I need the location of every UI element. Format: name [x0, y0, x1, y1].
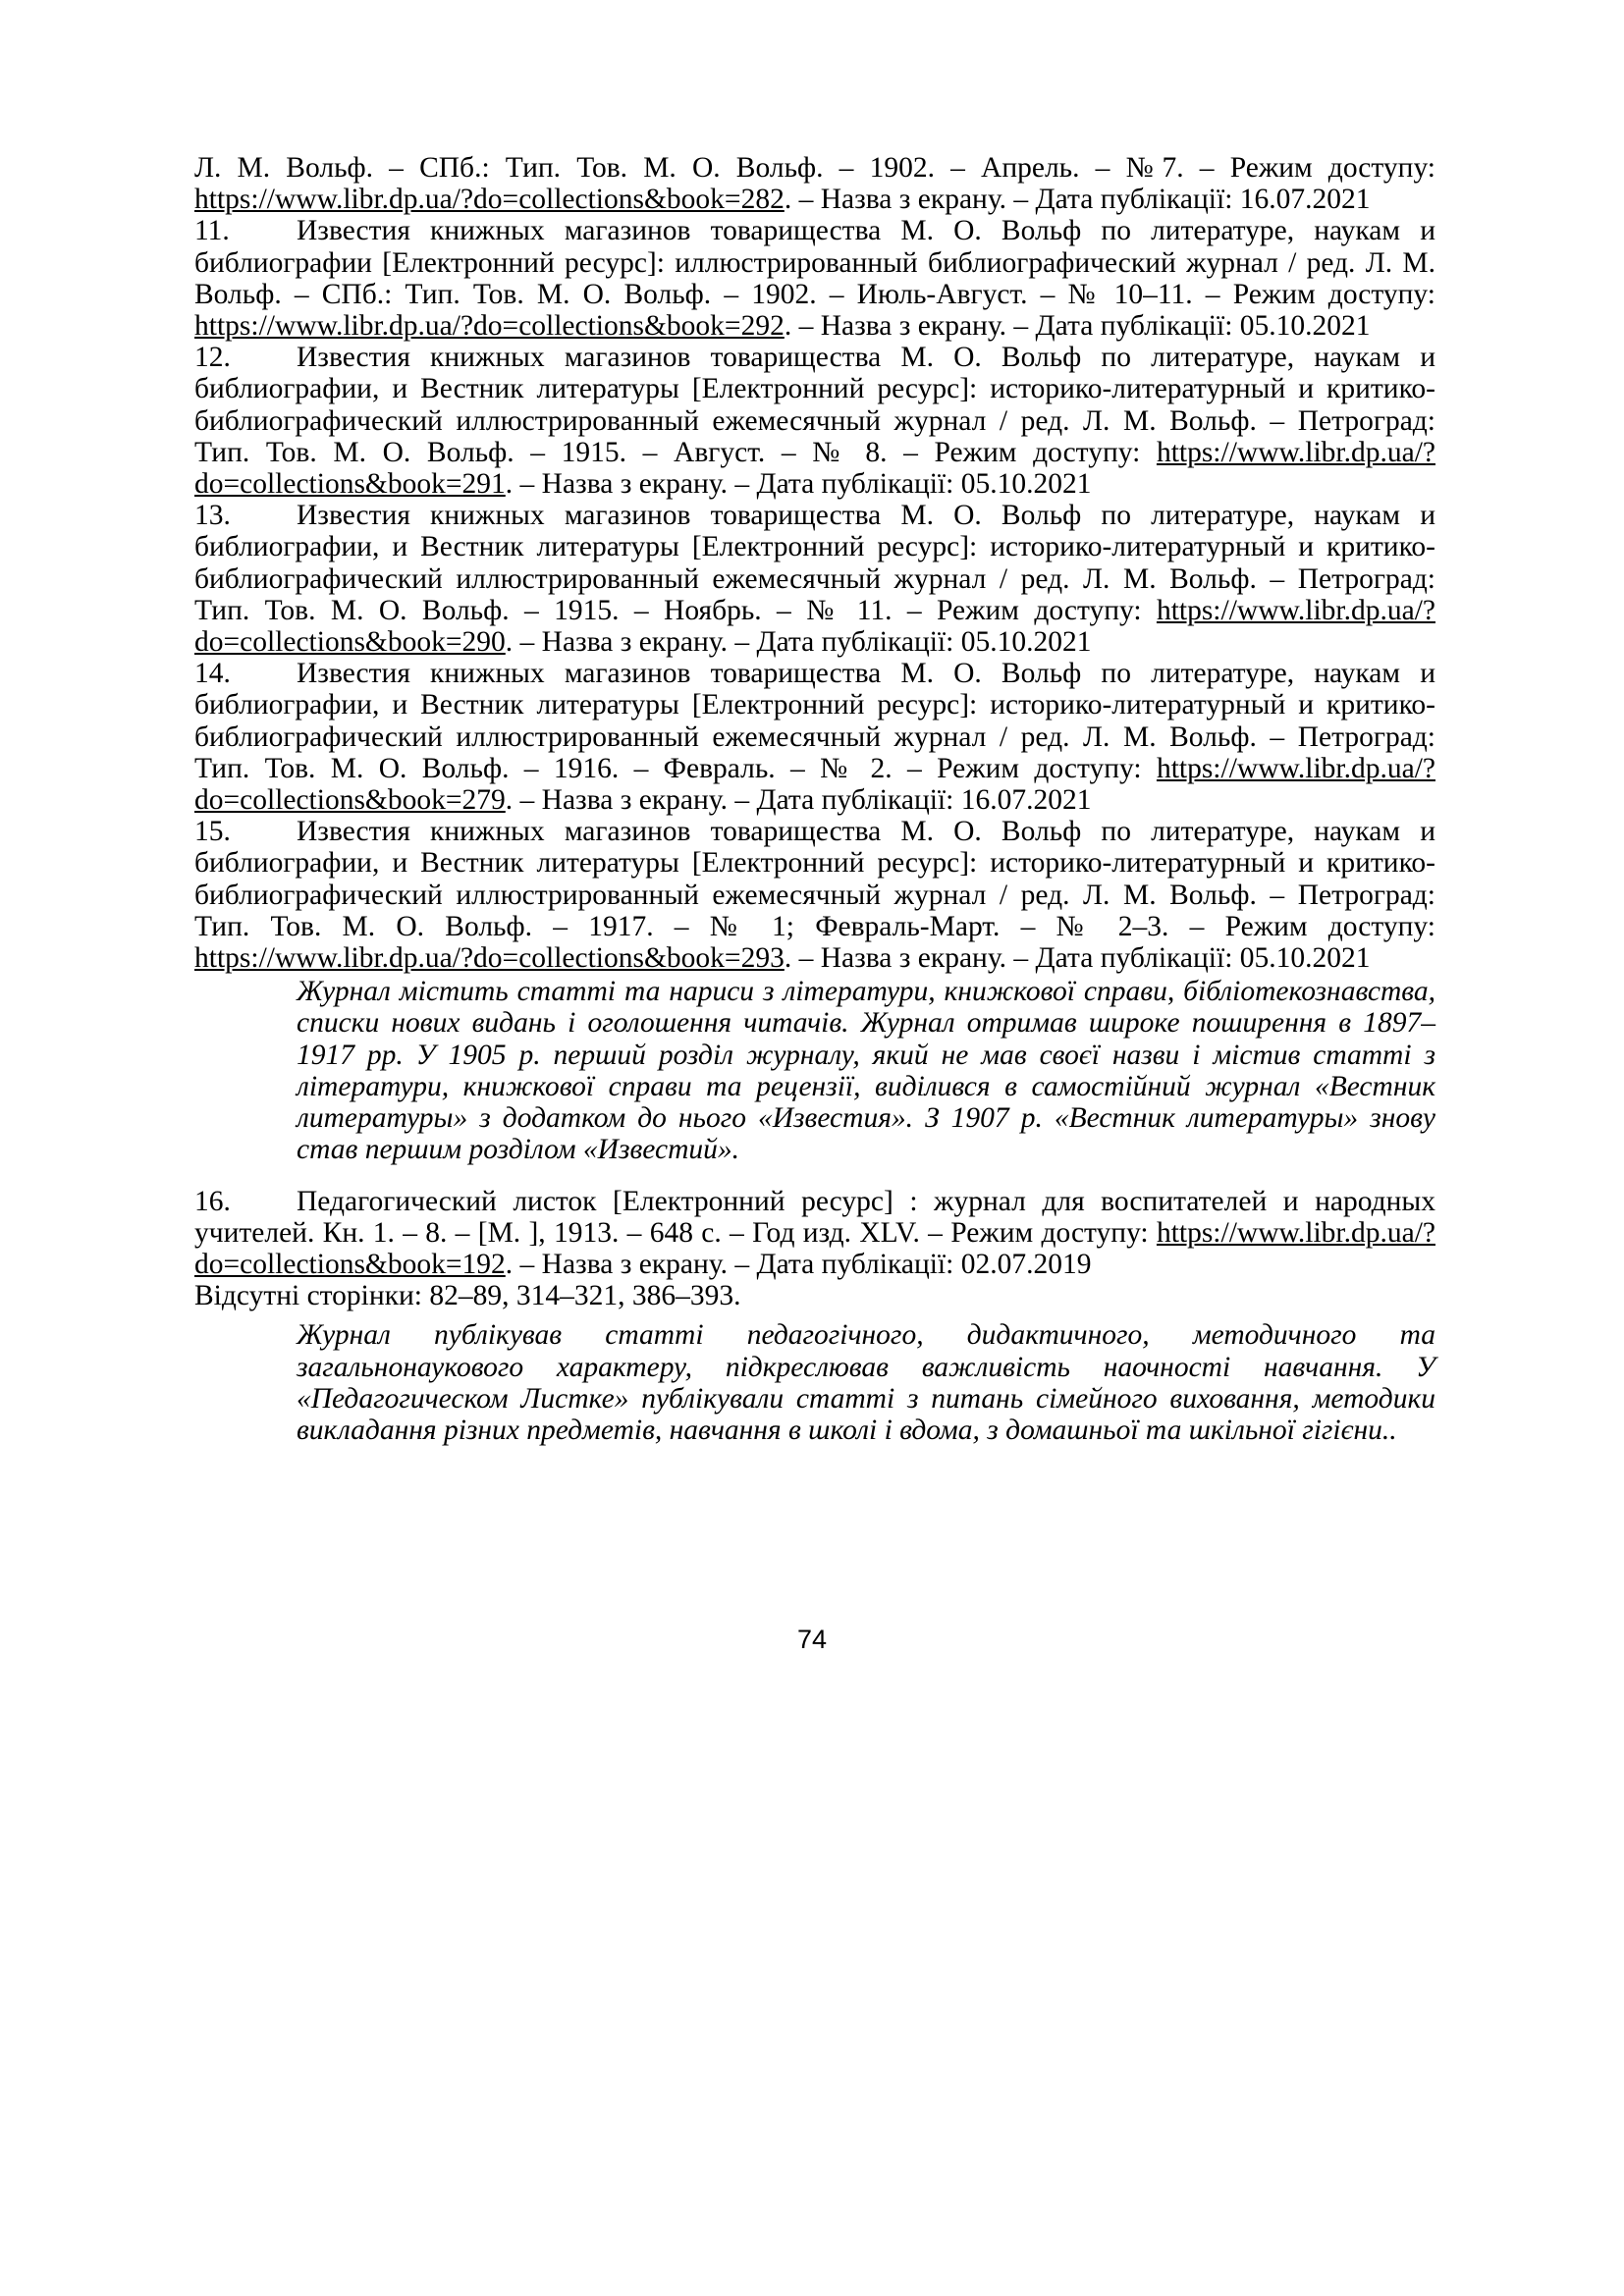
bibliography-entry-continued [194, 152, 1435, 215]
annotation-note: Журнал публікував статті педагогічного, дидактичного, методичного та загальнонаукового характеру, підкреслював важливість наочності навчання. У «Педагогическом Листке» публікували статті з питань сімейного виховання, методики викладання різних предметів, навчання в школі і вдома, з домашньої та шкільної гігієни.. [297, 1319, 1435, 1446]
entry-text: Известия книжных магазинов товарищества М. О. Вольф по литературе, наукам и библиографии, и Вестник литературы [Електронний ресурс]: историко-литературный и критико-библиографический иллюстрированный ежемесячный журнал / ред. Л. М. Вольф. – Петроград: Тип. Тов. М. О. Вольф. – 1915. – Август. – № 8. – Режим доступу: [194, 342, 1435, 468]
entry-text: Педагогический листок [Електронний ресурс] : журнал для воспитателей и народных учителей. Кн. 1. – 8. – [М. ], 1913. – 648 с. – Год изд. XLV. – Режим доступу: [194, 1185, 1435, 1249]
entry-link[interactable]: https://www.libr.dp.ua/?do=collections&book=291 [194, 436, 1435, 501]
entry-tail: . – Назва з екрану. – Дата публікації: 05.10.2021 [784, 942, 1371, 975]
entry-tail: . – Назва з екрану. – Дата публікації: 02.07.2019 [505, 1248, 1092, 1280]
entry-text: Л. М. Вольф. – СПб.: Тип. Тов. М. О. Вольф. – 1902. – Апрель. – №7. – Режим доступу: [194, 152, 1435, 184]
entry-tail: . – Назва з екрану. – Дата публікації: 16.07.2021 [784, 184, 1371, 216]
entry-link[interactable]: https://www.libr.dp.ua/?do=collections&book=293 [194, 942, 785, 975]
entry-tail: . – Назва з екрану. – Дата публікації: 16.07.2021 [505, 784, 1092, 817]
entry-link[interactable]: https://www.libr.dp.ua/?do=collections&book=292 [194, 310, 785, 343]
entry-link[interactable]: https://www.libr.dp.ua/?do=collections&book=282 [194, 184, 785, 216]
entry-number: 16. [194, 1185, 231, 1217]
bibliography-entry-12 [194, 342, 1435, 500]
entry-number: 11. [194, 215, 230, 247]
entry-link[interactable]: https://www.libr.dp.ua/?do=collections&book=192 [194, 1216, 1435, 1280]
document-body [194, 152, 1435, 1446]
entry-number: 13. [194, 500, 231, 532]
bibliography-entry-14 [194, 658, 1435, 816]
entry-link[interactable]: https://www.libr.dp.ua/?do=collections&book=279 [194, 752, 1435, 817]
missing-pages-line: Відсутні сторінки: 82–89, 314–321, 386–393. [194, 1280, 741, 1312]
bibliography-entry-15 [194, 816, 1435, 974]
entry-number: 15. [194, 816, 231, 848]
entry-number: 14. [194, 658, 231, 690]
entry-tail: . – Назва з екрану. – Дата публікації: 05.10.2021 [505, 468, 1092, 501]
annotation-note: Журнал містить статті та нариси з літератури, книжкової справи, бібліотекознавства, списки нових видань і оголошення читачів. Журнал отримав широке поширення в 1897–1917 рр. У 1905 р. перший розділ журналу, який не мав своєї назви і містив статті з літератури, книжкової справи та рецензії, виділився в самостійний журнал «Вестник литературы» з додатком до нього «Известия». З 1907 р. «Вестник литературы» знову став першим розділом «Известий». [297, 976, 1435, 1166]
bibliography-entry-11 [194, 215, 1435, 342]
entry-number: 12. [194, 342, 231, 374]
entry-text: Известия книжных магазинов товарищества М. О. Вольф по литературе, наукам и библиографии, и Вестник литературы [Електронний ресурс]: историко-литературный и критико-библиографический иллюстрированный ежемесячный журнал / ред. Л. М. Вольф. – Петроград: Тип. Тов. М. О. Вольф. – 1916. – Февраль. – № 2. – Режим доступу: [194, 658, 1435, 784]
bibliography-entry-16 [194, 1186, 1435, 1281]
entry-text: Известия книжных магазинов товарищества М. О. Вольф по литературе, наукам и библиографии [Електронний ресурс]: иллюстрированный библиографический журнал / ред. Л. М. Вольф. – СПб.: Тип. Тов. М. О. Вольф. – 1902. – Июль-Август. – № 10–11. – Режим доступу: [194, 215, 1435, 310]
entry-text: Известия книжных магазинов товарищества М. О. Вольф по литературе, наукам и библиографии, и Вестник литературы [Електронний ресурс]: историко-литературный и критико-библиографический иллюстрированный ежемесячный журнал / ред. Л. М. Вольф. – Петроград: Тип. Тов. М. О. Вольф. – 1917. – № 1; Февраль-Март. – № 2–3. – Режим доступу: [194, 816, 1435, 942]
page-number: 74 [796, 1625, 828, 1654]
entry-text: Известия книжных магазинов товарищества М. О. Вольф по литературе, наукам и библиографии, и Вестник литературы [Електронний ресурс]: историко-литературный и критико-библиографический иллюстрированный ежемесячный журнал / ред. Л. М. Вольф. – Петроград: Тип. Тов. М. О. Вольф. – 1915. – Ноябрь. – № 11. – Режим доступу: [194, 500, 1435, 626]
entry-tail: . – Назва з екрану. – Дата публікації: 05.10.2021 [784, 310, 1371, 343]
entry-tail: . – Назва з екрану. – Дата публікації: 05.10.2021 [505, 626, 1092, 659]
bibliography-entry-13 [194, 500, 1435, 658]
entry-link[interactable]: https://www.libr.dp.ua/?do=collections&book=290 [194, 594, 1435, 659]
